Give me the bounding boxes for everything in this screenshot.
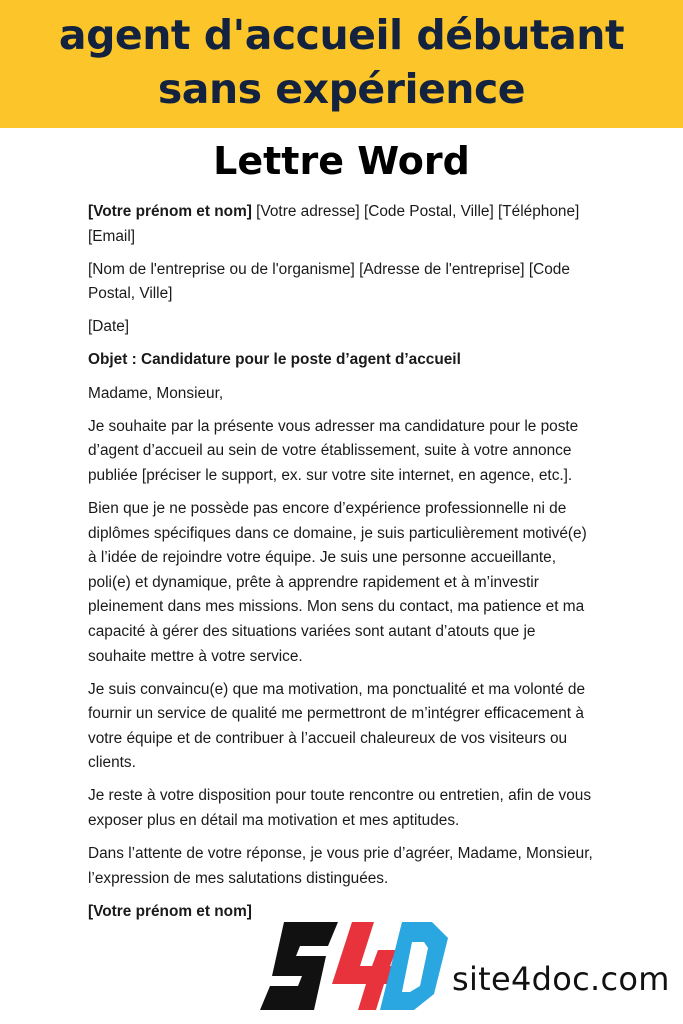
page-title-line-1: agent d'accueil débutant — [58, 11, 625, 59]
sender-details: [Votre adresse] [Code Postal, Ville] [Téléphone] [Email] — [88, 203, 580, 245]
page-subtitle: Lettre Word — [213, 139, 470, 183]
page-title-line-2: sans expérience — [157, 65, 526, 113]
letter-date: [Date] — [88, 318, 130, 336]
letter-subject: Objet : Candidature pour le poste d’agent d’accueil — [88, 351, 461, 369]
title-banner — [0, 0, 683, 128]
letter-paragraph: Je souhaite par la présente vous adresser ma candidature pour le poste d’agent d’accueil au sein de votre établissement, suite à votre annonce publiée [préciser le support, ex. sur votre site internet, en agence, etc.]. — [88, 417, 579, 484]
letter-paragraph: Je reste à votre disposition pour toute rencontre ou entretien, afin de vous exposer plus en détail ma motivation et mes aptitudes. — [88, 787, 592, 830]
sender-block — [88, 200, 593, 249]
site4doc-logo-mark — [256, 914, 452, 1024]
letter-signature: [Votre prénom et nom] — [88, 902, 252, 920]
letter-paragraph: Dans l’attente de votre réponse, je vous prie d’agréer, Madame, Monsieur, l’expression de mes salutations distinguées. — [88, 845, 593, 887]
letter-paragraph: Je suis convaincu(e) que ma motivation, ma ponctualité et ma volonté de fournir un service de qualité me permettront de m’intégrer efficacement à votre équipe et de contribuer à l’accueil chaleureux de vos visiteurs ou clients. — [88, 680, 586, 772]
recipient-block: [Nom de l'entreprise ou de l'organisme] [Adresse de l'entreprise] [Code Postal, Ville] — [88, 260, 570, 303]
letter-paragraph: Bien que je ne possède pas encore d’expérience professionnelle ni de diplômes spécifiques dans ce domaine, je suis particulièrement motivé(e) à l’idée de rejoindre votre équipe. Je suis une personne accueillante, poli(e) et dynamique, prête à apprendre rapidement et à m’investir pleinement dans mes missions. Mon sens du contact, ma patience et ma capacité à gérer des situations variées sont autant d’atouts que je souhaite mettre à votre service. — [88, 499, 587, 665]
letter-body — [88, 200, 593, 933]
site-logo — [256, 914, 683, 1024]
sender-name: [Votre prénom et nom] — [88, 203, 252, 220]
letter-salutation: Madame, Monsieur, — [88, 384, 224, 402]
site-domain: site4doc.com — [452, 960, 670, 998]
